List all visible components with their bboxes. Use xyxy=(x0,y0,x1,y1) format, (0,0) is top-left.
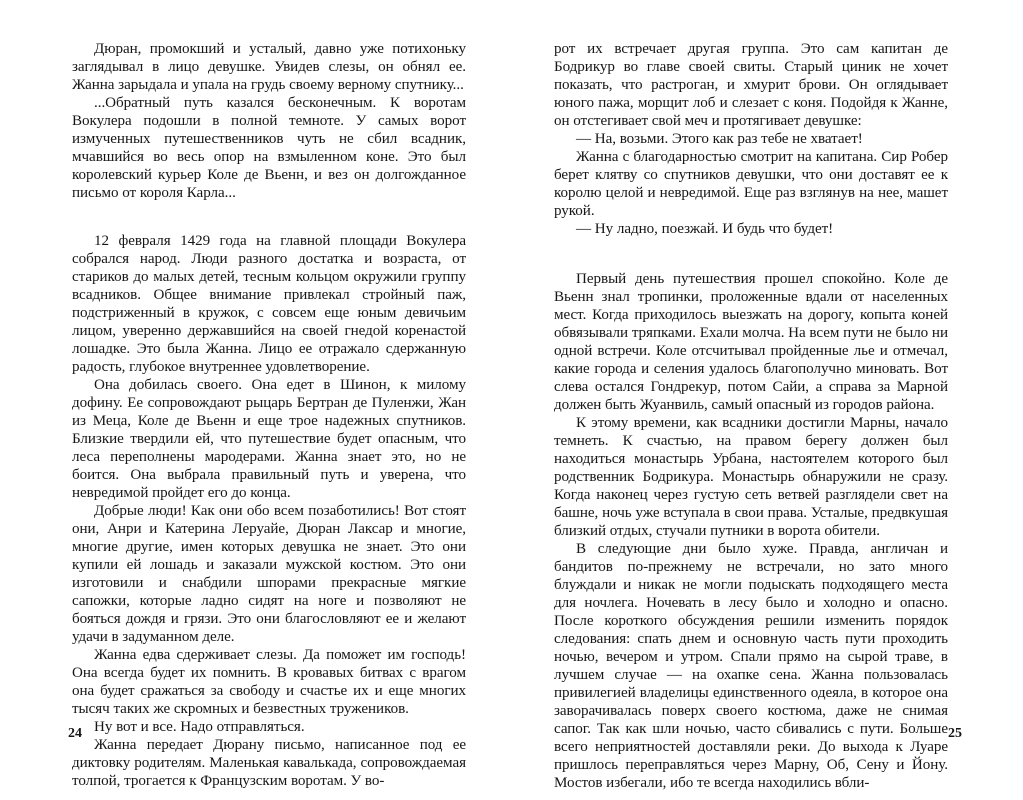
dialogue-line: — Ну ладно, поезжай. И будь что будет! xyxy=(576,221,834,237)
paragraph: Добрые люди! Как они обо всем позаботились! Вот стоят они, Анри и Катерина Леруайе, Дюран Лаксар и многие, многие другие, имен которых девушка не знает. Это они купили ей лошадь и заказали мужской костюм. Это они изготовили и снабдили шпорами прекрасные мягкие сапожки, которые ладно сидят на ноге и позволяют не бояться дождя и грязи. Это они благословляют ее и желают удачи в задуманном деле. xyxy=(72,503,466,645)
right-page xyxy=(554,40,948,792)
paragraph: Дюран, промокший и усталый, давно уже потихоньку заглядывал в лицо девушке. Увидев слезы, он обнял ее. Жанна зарыдала и упала на грудь своему верному спутнику... xyxy=(72,41,466,93)
paragraph: Она добилась своего. Она едет в Шинон, к милому дофину. Ее сопровождают рыцарь Бертран де Пуленжи, Жан из Меца, Коле де Вьенн и еще трое надежных спутников. Близкие твердили ей, что путешествие будет опасным, что леса переполнены мародерами. Жанна знает это, но не боится. Она выбрала правильный путь и уверена, что невредимой пройдет его до конца. xyxy=(72,377,466,501)
dialogue-line: — На, возьми. Этого как раз тебе не хватает! xyxy=(576,131,863,147)
paragraph: Жанна с благодарностью смотрит на капитана. Сир Робер берет клятву со спутников девушки, что они доставят ее к королю целой и невредимой. Еще раз взглянув на нее, машет рукой. xyxy=(554,149,948,219)
paragraph: В следующие дни было хуже. Правда, англичан и бандитов по-прежнему не встречали, но зато много блуждали и никак не могли подыскать подходящего места для ночлега. Ночевать в лесу было и холодно и опасно. После короткого обсуждения решили изменить порядок следования: спать днем и основную часть пути проходить ночью, вечером и утром. Спали прямо на сырой траве, в лучшем случае — на охапке сена. Жанна пользовалась привилегией владелицы единственного одеяла, в которое она заворачивалась поверх своего костюма, даже не снимая сапог. Так как шли ночью, часто сбивались с пути. Больше всего неприятностей доставляли реки. До выхода к Луаре пришлось переправляться через Марну, Об, Сену и Йону. Мостов избегали, ибо те всегда находились вбли- xyxy=(554,541,948,791)
section-break xyxy=(72,202,466,232)
paragraph: рот их встречает другая группа. Это сам капитан де Бодрикур во главе своей свиты. Старый циник не хочет показать, что растроган, и хмурит брови. Он оглядывает юного пажа, морщит лоб и слезает с коня. Подойдя к Жанне, он отстегивает свой меч и протягивает девушке: xyxy=(554,41,948,129)
paragraph: К этому времени, как всадники достигли Марны, начало темнеть. К счастью, на правом берегу должен был находиться монастырь Урбана, настоятелем которого был родственник Бодрикура. Монастырь обнаружили не сразу. Когда наконец через густую сеть ветвей разглядели свет на башне, ночь уже вступала в свои права. Усталые, предвкушая близкий отдых, стучали путники в ворота обители. xyxy=(554,415,948,539)
paragraph: Жанна передает Дюрану письмо, написанное под ее диктовку родителям. Маленькая кавалькада, сопровождаемая толпой, трогается к Французским воротам. У во- xyxy=(72,737,466,789)
paragraph: Жанна едва сдерживает слезы. Да поможет им господь! Она всегда будет их помнить. В кровавых битвах с врагом она будет сражаться за свободу и счастье их и еще многих тысяч таких же скромных и безвестных тружеников. xyxy=(72,647,466,717)
page-number-right: 25 xyxy=(948,726,962,741)
paragraph: 12 февраля 1429 года на главной площади Вокулера собрался народ. Люди разного достатка и возраста, от стариков до малых детей, тесным кольцом окружили группу всадников. Общее внимание привлекал стройный паж, подстриженный в кружок, с совсем еще юным девичьим лицом, уверенно державшийся на своей гнедой коренастой лошадке. Это была Жанна. Лицо ее отражало сдержанную радость, глубокое внутреннее удовлетворение. xyxy=(72,233,466,375)
section-break xyxy=(554,238,948,270)
paragraph: Ну вот и все. Надо отправляться. xyxy=(94,719,305,735)
page-number-left: 24 xyxy=(68,726,82,741)
left-page xyxy=(72,40,466,790)
paragraph: ...Обратный путь казался бесконечным. К воротам Вокулера подошли в полной темноте. У самых ворот измученных путешественников чуть не сбил всадник, мчавшийся во весь опор на взмыленном коне. Это был королевский курьер Коле де Вьенн, и вез он долгожданное письмо от короля Карла... xyxy=(72,95,466,201)
paragraph: Первый день путешествия прошел спокойно. Коле де Вьенн знал тропинки, проложенные вдали от населенных мест. Когда приходилось выезжать на дорогу, копыта коней обвязывали тряпками. Ехали молча. На всем пути не было ни одной встречи. Коле отсчитывал пройденные лье и отмечал, какие города и селения удалось благополучно миновать. Вот слева остался Гондрекур, потом Сайи, а справа за Марной должен быть Жуанвиль, самый опасный из городов района. xyxy=(554,271,948,413)
